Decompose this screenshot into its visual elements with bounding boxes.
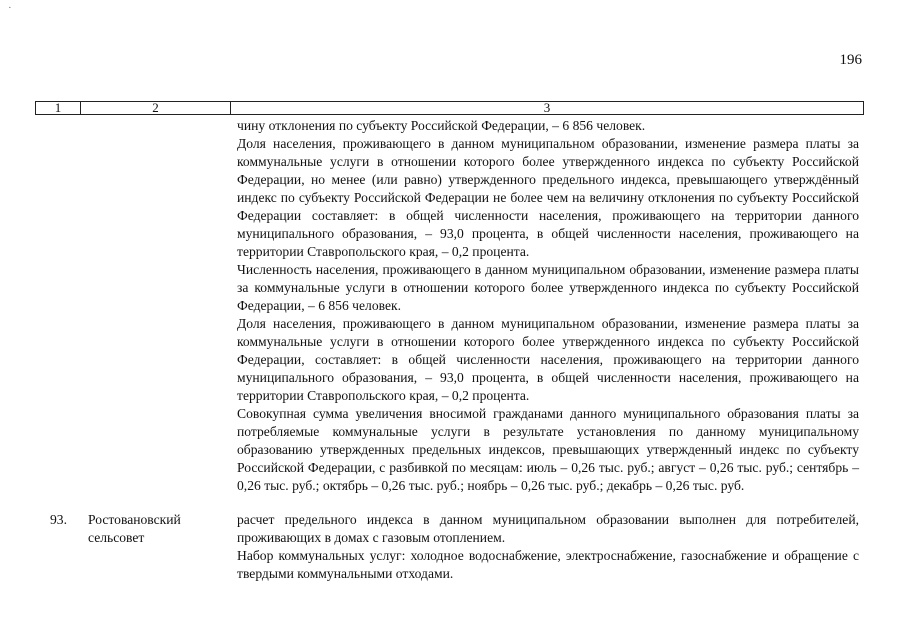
municipality-name: Ростовановский сельсовет	[88, 512, 181, 545]
paragraph: Доля населения, проживающего в данном муниципальном образовании, изменение размера платы за коммунальные услуги в отношении которого более утвержденного индекса по субъекту Российской Федерации, но менее (или равно) утвержденного предельного индекса, превышающего утверждённый индекс по субъекту Российской Федерации не более чем на величину отклонения по субъекту Российской Федерации составляет: в общей численности населения, проживающего на территории данного муниципального образования, – 93,0 процента, в общей численности населения, проживающего на территории Ставропольского края, – 0,2 процента.	[237, 136, 859, 259]
header-col-2: 2	[81, 102, 231, 114]
header-col-3: 3	[543, 100, 551, 115]
scan-corner-mark: ·	[8, 2, 12, 14]
paragraph: Набор коммунальных услуг: холодное водоснабжение, электроснабжение, газоснабжение и обращение с твердыми коммунальными отходами.	[237, 548, 859, 581]
page-number: 196	[839, 52, 862, 68]
table-header-row	[35, 101, 864, 115]
paragraph: Численность населения, проживающего в данном муниципальном образовании, изменение размера платы за коммунальные услуги в отношении которого более утвержденного индекса по субъекту Российской Федерации, – 6 856 человек.	[237, 262, 859, 313]
paragraph: Доля населения, проживающего в данном муниципальном образовании, изменение размера платы за коммунальные услуги в отношении которого более утвержденного индекса по субъекту Российской Федерации, составляет: в общей численности населения, проживающего на территории данного муниципального образования, – 93,0 процента, в общей численности населения, проживающего на территории Ставропольского края, – 0,2 процента.	[237, 316, 859, 403]
paragraph: расчет предельного индекса в данном муниципальном образовании выполнен для потребителей, проживающих в домах с газовым отоплением.	[237, 512, 859, 545]
continuation-text	[237, 117, 859, 495]
paragraph: чину отклонения по субъекту Российской Федерации, – 6 856 человек.	[237, 118, 646, 133]
row-93-text	[237, 511, 859, 583]
row-number: 93.	[50, 512, 67, 527]
header-col-1: 1	[36, 102, 81, 114]
paragraph: Совокупная сумма увеличения вносимой гражданами данного муниципального образования платы за потребляемые коммунальные услуги в результате установления по данному муниципальному образованию утвержденных предельных индексов, превышающих утвержденный индекс по субъекту Российской Федерации, с разбивкой по месяцам: июль – 0,26 тыс. руб.; август – 0,26 тыс. руб.; сентябрь – 0,26 тыс. руб.; октябрь – 0,26 тыс. руб.; ноябрь – 0,26 тыс. руб.; декабрь – 0,26 тыс. руб.	[237, 406, 859, 493]
